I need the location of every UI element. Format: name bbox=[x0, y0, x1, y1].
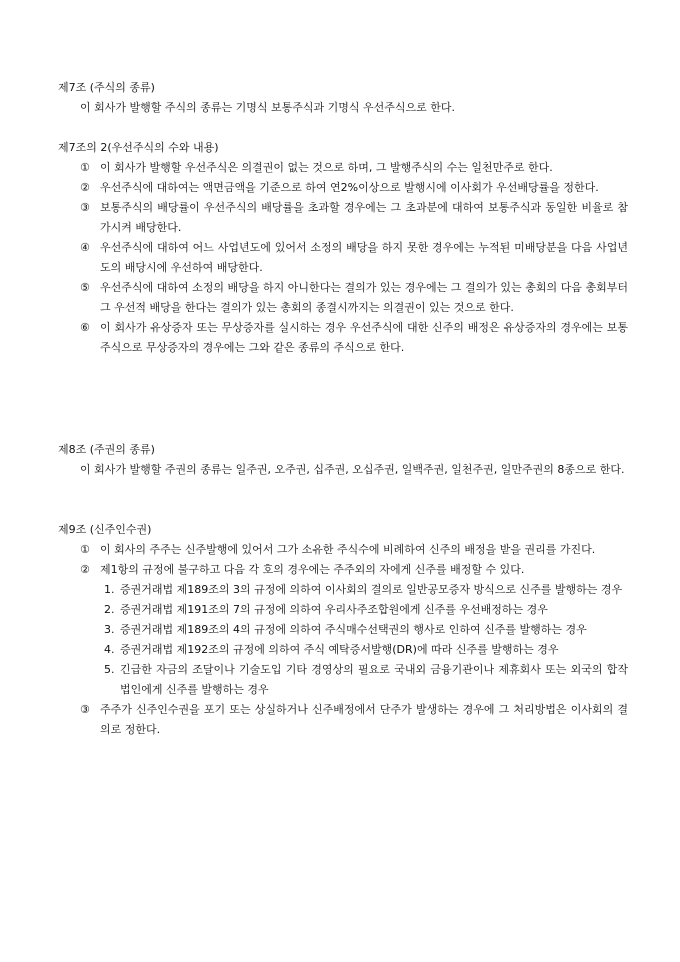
article-title: 제7조 (주식의 종류) bbox=[58, 81, 155, 94]
clause-text: 제1항의 규정에 불구하고 다음 각 호의 경우에는 주주외의 자에게 신주를 배정할 수 있다. bbox=[100, 563, 525, 576]
article-8 bbox=[58, 440, 628, 480]
subclause-marker: 4. bbox=[104, 643, 115, 656]
subclause-2 bbox=[58, 600, 628, 620]
subclause-text: 증권거래법 제189조의 4의 규정에 의하여 주식매수선택권의 행사로 인하여 신주를 발행하는 경우 bbox=[120, 623, 587, 636]
subclause-text: 증권거래법 제189조의 3의 규정에 의하여 이사회의 결의로 일반공모증자 방식으로 신주를 발행하는 경우 bbox=[120, 583, 623, 596]
clause-3 bbox=[58, 700, 628, 740]
subclause-marker: 2. bbox=[104, 603, 115, 616]
article-title: 제7조의 2(우선주식의 수와 내용) bbox=[58, 141, 219, 154]
clause-marker: ⑥ bbox=[80, 321, 90, 334]
clause-text: 우선주식에 대하여 어느 사업년도에 있어서 소정의 배당을 하지 못한 경우에는 누적된 미배당분을 다음 사업년도의 배당시에 우선하여 배당한다. bbox=[100, 241, 628, 274]
clause-2 bbox=[58, 560, 628, 580]
clause-marker: ① bbox=[80, 161, 90, 174]
subclause-4 bbox=[58, 640, 628, 660]
clause-text: 이 회사가 발행할 우선주식은 의결권이 없는 것으로 하며, 그 발행주식의 수는 일천만주로 한다. bbox=[100, 161, 553, 174]
subclause-1 bbox=[58, 580, 628, 600]
clause-marker: ⑤ bbox=[80, 281, 90, 294]
clause-1 bbox=[58, 158, 628, 178]
clause-3 bbox=[58, 198, 628, 238]
clause-marker: ② bbox=[80, 563, 90, 576]
clause-text: 이 회사의 주주는 신주발행에 있어서 그가 소유한 주식수에 비례하여 신주의 배정을 받을 권리를 가진다. bbox=[100, 543, 596, 556]
clause-marker: ② bbox=[80, 181, 90, 194]
clause-text: 우선주식에 대하여는 액면금액을 기준으로 하여 연2%이상으로 발행시에 이사회가 우선배당률을 정한다. bbox=[100, 181, 599, 194]
subclause-3 bbox=[58, 620, 628, 640]
clause-5 bbox=[58, 278, 628, 318]
article-7-2 bbox=[58, 138, 628, 358]
clause-text: 주주가 신주인수권을 포기 또는 상실하거나 신주배정에서 단주가 발생하는 경우에 그 처리방법은 이사회의 결의로 정한다. bbox=[100, 703, 628, 736]
subclause-marker: 3. bbox=[104, 623, 115, 636]
subclause-5 bbox=[58, 660, 628, 700]
subclause-marker: 5. bbox=[104, 663, 115, 676]
article-7 bbox=[58, 78, 628, 118]
clause-4 bbox=[58, 238, 628, 278]
clause-marker: ① bbox=[80, 543, 90, 556]
clause-text: 우선주식에 대하여 소정의 배당을 하지 아니한다는 결의가 있는 경우에는 그 결의가 있는 총회의 다음 총회부터 그 우선적 배당을 한다는 결의가 있는 총회의 종결시까지는 의결권이 있는 것으로 한다. bbox=[100, 281, 628, 314]
subclause-text: 긴급한 자금의 조달이나 기술도입 기타 경영상의 필요로 국내외 금융기관이나 제휴회사 또는 외국의 합작 법인에게 신주를 발행하는 경우 bbox=[120, 663, 628, 696]
article-9 bbox=[58, 520, 628, 740]
article-title: 제9조 (신주인수권) bbox=[58, 523, 152, 536]
clause-marker: ③ bbox=[80, 703, 90, 716]
subclause-marker: 1. bbox=[104, 583, 115, 596]
clause-text: 보통주식의 배당률이 우선주식의 배당률을 초과할 경우에는 그 초과분에 대하여 보통주식과 동일한 비율로 참가시켜 배당한다. bbox=[100, 201, 628, 234]
article-body: 이 회사가 발행할 주식의 종류는 기명식 보통주식과 기명식 우선주식으로 한다. bbox=[80, 101, 455, 114]
clause-text: 이 회사가 유상증자 또는 무상증자를 실시하는 경우 우선주식에 대한 신주의 배정은 유상증자의 경우에는 보통주식으로 무상증자의 경우에는 그와 같은 종류의 주식으로 한다. bbox=[100, 321, 628, 354]
clause-marker: ④ bbox=[80, 241, 90, 254]
clause-2 bbox=[58, 178, 628, 198]
subclause-text: 증권거래법 제192조의 규정에 의하여 주식 예탁증서발행(DR)에 따라 신주를 발행하는 경우 bbox=[120, 643, 559, 656]
subclause-text: 증권거래법 제191조의 7의 규정에 의하여 우리사주조합원에게 신주를 우선배정하는 경우 bbox=[120, 603, 548, 616]
clause-1 bbox=[58, 540, 628, 560]
clause-6 bbox=[58, 318, 628, 358]
article-title: 제8조 (주권의 종류) bbox=[58, 443, 155, 456]
article-body: 이 회사가 발행할 주권의 종류는 일주권, 오주권, 십주권, 오십주권, 일백주권, 일천주권, 일만주권의 8종으로 한다. bbox=[80, 463, 625, 476]
clause-marker: ③ bbox=[80, 201, 90, 214]
